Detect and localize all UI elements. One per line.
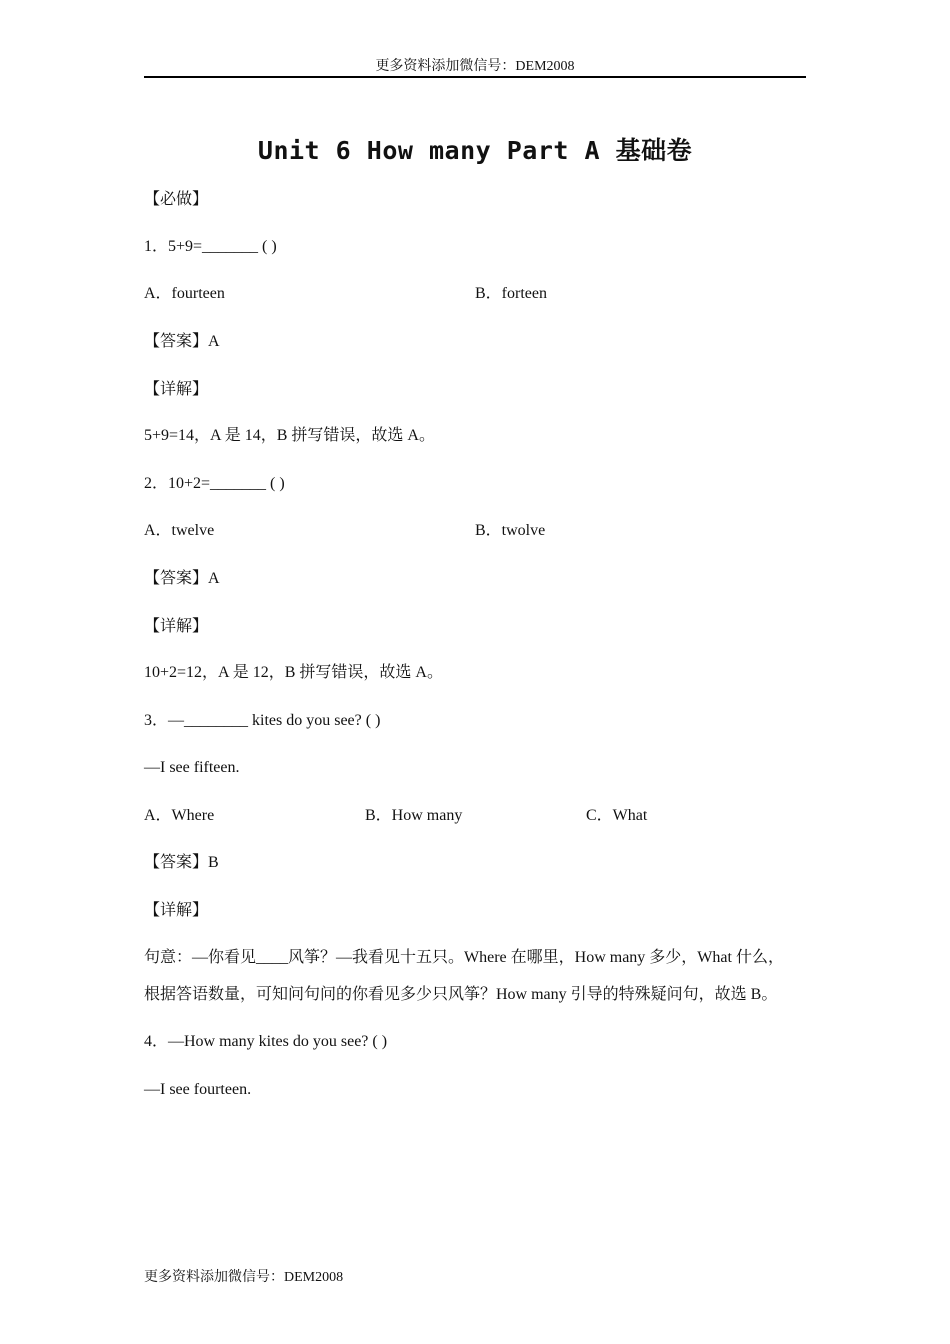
question-1-stem: 1．5+9=_______ ( ) (144, 238, 277, 255)
question-1-detail-label: 【详解】 (144, 381, 209, 398)
question-2-detail: 10+2=12，A 是 12，B 拼写错误，故选 A。 (144, 664, 443, 681)
section-label: 【必做】 (144, 191, 209, 208)
question-3-stem-reply: —I see fifteen. (144, 759, 240, 776)
question-3-option-a: A．Where (144, 807, 215, 824)
header-divider (144, 76, 806, 78)
question-2-answer: 【答案】A (144, 570, 220, 587)
question-4-stem-reply: —I see fourteen. (144, 1081, 252, 1098)
question-3-stem: 3．—________ kites do you see? ( ) (144, 712, 381, 729)
question-3-detail-line-1: 句意：—你看见____风筝？—我看见十五只。Where 在哪里，How many 多少，What 什么， (144, 949, 784, 966)
question-3-answer: 【答案】B (144, 854, 219, 871)
question-3-detail-label: 【详解】 (144, 902, 209, 919)
question-3-detail-line-2: 根据答语数量，可知问句问的你看见多少只风筝？How many 引导的特殊疑问句，故选 B。 (144, 986, 778, 1003)
question-1-option-b: B．forteen (475, 285, 547, 302)
question-4-stem: 4．—How many kites do you see? ( ) (144, 1033, 388, 1050)
question-3-option-c: C．What (586, 807, 648, 824)
question-2-detail-label: 【详解】 (144, 618, 209, 635)
question-1-option-a: A．fourteen (144, 285, 225, 302)
question-3-option-b: B．How many (365, 807, 463, 824)
question-1-answer: 【答案】A (144, 333, 220, 350)
question-2-stem: 2．10+2=_______ ( ) (144, 475, 285, 492)
page-footer: 更多资料添加微信号：DEM2008 (144, 1270, 344, 1285)
question-2-option-a: A．twelve (144, 522, 215, 539)
question-2-option-b: B．twolve (475, 522, 546, 539)
page-header: 更多资料添加微信号：DEM2008 (375, 59, 575, 74)
document-title: Unit 6 How many Part A 基础卷 (257, 136, 693, 165)
question-1-detail: 5+9=14，A 是 14，B 拼写错误，故选 A。 (144, 427, 435, 444)
